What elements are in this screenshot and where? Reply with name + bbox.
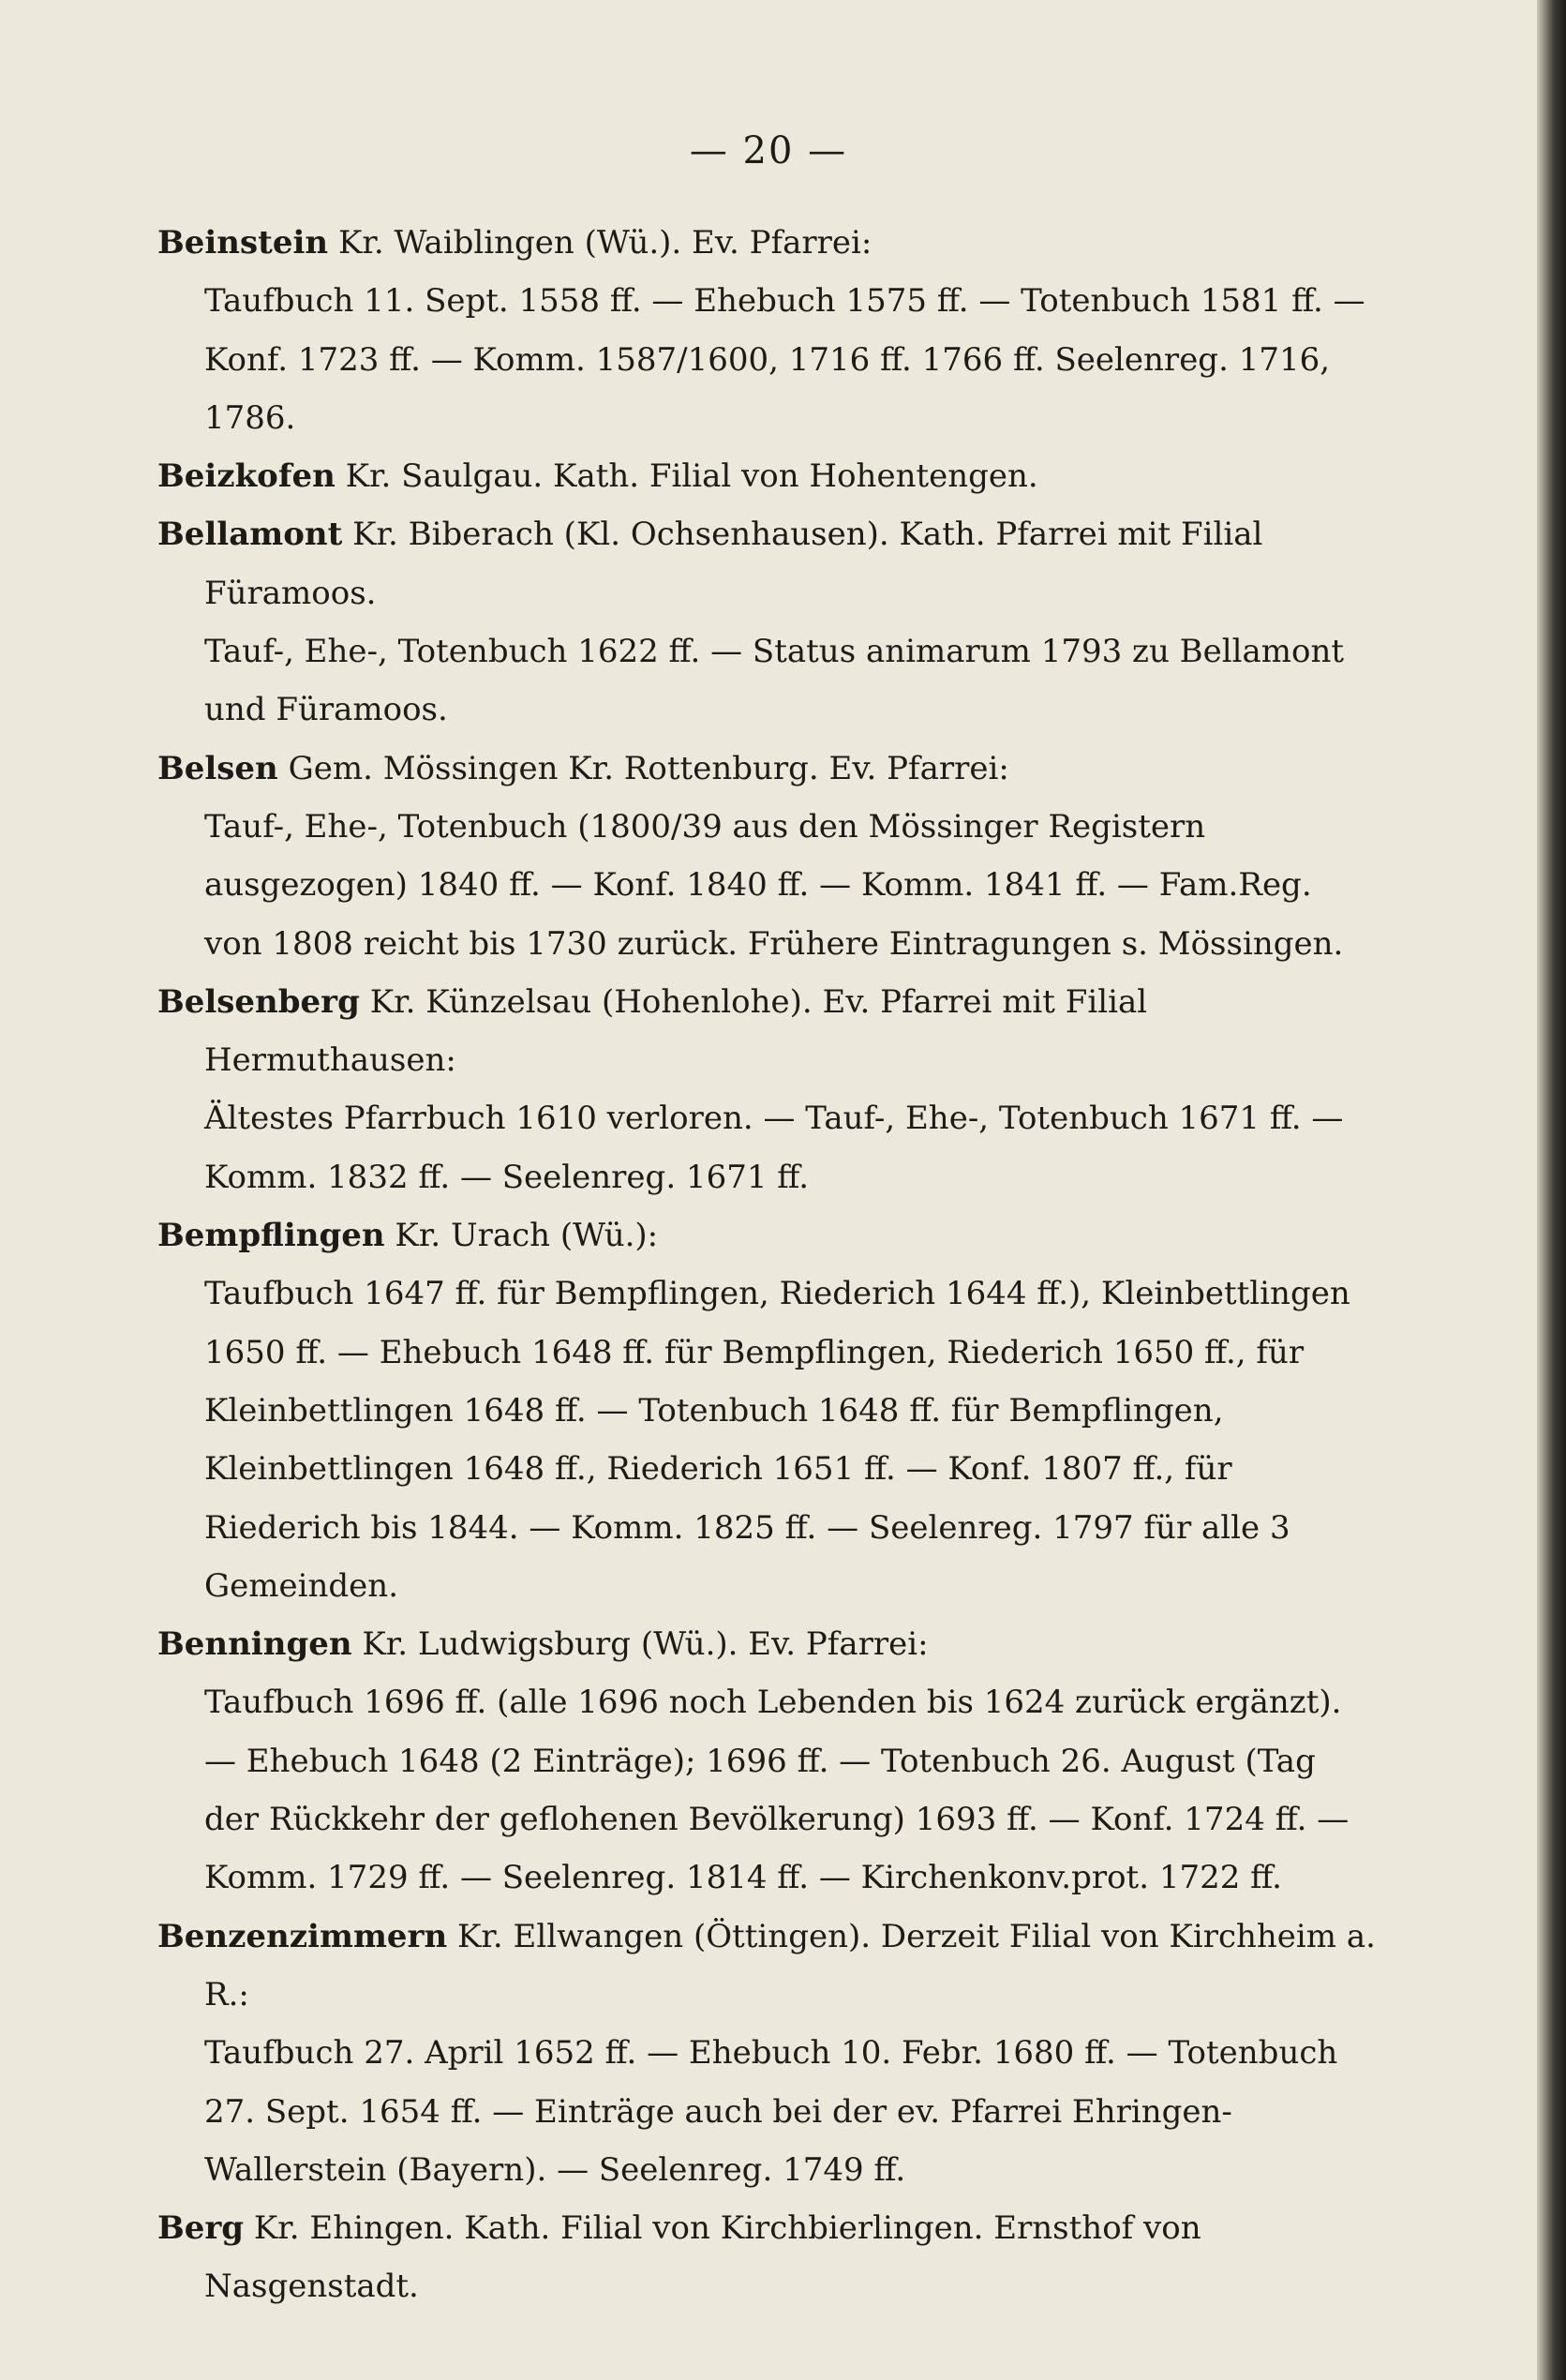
entry-headword: Beinstein [157,224,329,262]
entry-intro: Kr. Biberach (Kl. Ochsenhausen). Kath. Pfarrei mit Filial Füramoos. [204,516,1263,612]
entry-headword: Belsen [157,749,278,787]
entry-heading-line [157,2199,1376,2316]
entry-body: Taufbuch 1647 ff. für Bempflingen, Riederich 1644 ff.), Kleinbettlingen 1650 ff. — Ehebuch 1648 ff. für Bempflingen, Riederich 1650 ff., für Kleinbettlingen 1648 ff. — Totenbuch 1648 ff. für Bempflingen, Kleinbettlingen 1648 ff., Riederich 1651 ff. — Konf. 1807 ff., für Riederich bis 1844. — Komm. 1825 ff. — Seelenreg. 1797 für alle 3 Gemeinden. [204,1275,1350,1605]
entry-intro: Kr. Urach (Wü.): [395,1217,659,1255]
entry-benningen [157,1615,1376,1907]
entry-body: Taufbuch 11. Sept. 1558 ff. — Ehebuch 1575 ff. — Totenbuch 1581 ff. — Konf. 1723 ff. — Komm. 1587/1600, 1716 ff. 1766 ff. Seelenreg. 1716, 1786. [204,282,1365,437]
entry-belsen [157,740,1376,973]
entry-heading-line [157,973,1376,1090]
entry-intro: Kr. Ehingen. Kath. Filial von Kirchbierlingen. Ernsthof von Nasgenstadt. [204,2209,1201,2306]
entry-heading-line [157,447,1376,505]
entry-heading-line [157,214,1376,272]
entry-heading-line [157,740,1376,798]
entry-headword: Berg [157,2209,245,2248]
entry-headword: Benningen [157,1625,352,1664]
entry-benzenzimmern [157,1908,1376,2199]
entry-body: Tauf-, Ehe-, Totenbuch (1800/39 aus den Mössinger Registern ausgezogen) 1840 ff. — Konf. 1840 ff. — Komm. 1841 ff. — Fam.Reg. von 1808 reicht bis 1730 zurück. Frühere Eintragungen s. Mössingen. [204,807,1344,963]
entry-intro: Kr. Saulgau. Kath. Filial von Hohentengen. [345,457,1038,496]
entry-bellamont [157,505,1376,739]
page-number: — 20 — [689,129,848,172]
entry-intro: Gem. Mössingen Kr. Rottenburg. Ev. Pfarrei: [288,749,1009,787]
entry-intro: Kr. Künzelsau (Hohenlohe). Ev. Pfarrei mit Filial Hermuthausen: [204,982,1148,1080]
entry-bempflingen [157,1206,1376,1615]
entry-heading-line [157,1908,1376,2025]
entry-intro: Kr. Waiblingen (Wü.). Ev. Pfarrei: [337,224,872,262]
entry-body: Ältestes Pfarrbuch 1610 verloren. — Tauf-, Ehe-, Totenbuch 1671 ff. — Komm. 1832 ff. — Seelenreg. 1671 ff. [204,1100,1344,1196]
entry-heading-line [157,505,1376,622]
entry-berg [157,2199,1376,2316]
entry-heading-line [157,1615,1376,1673]
entry-body: Taufbuch 1696 ff. (alle 1696 noch Lebenden bis 1624 zurück ergänzt). — Ehebuch 1648 (2 Einträge); 1696 ff. — Totenbuch 26. August (Tag der Rückkehr der geflohenen Bevölkerung) 1693 ff. — Konf. 1724 ff. — Komm. 1729 ff. — Seelenreg. 1814 ff. — Kirchenkonv.prot. 1722 ff. [204,1684,1350,1897]
entry-heading-line [157,1206,1376,1265]
entry-intro: Kr. Ludwigsburg (Wü.). Ev. Pfarrei: [362,1625,929,1664]
entry-headword: Bellamont [157,516,343,554]
register-entries [157,214,1376,2316]
entry-intro: Kr. Ellwangen (Öttingen). Derzeit Filial von Kirchheim a. R.: [204,1917,1376,2013]
entry-beinstein [157,214,1376,447]
entry-headword: Benzenzimmern [157,1917,448,1955]
entry-body: Taufbuch 27. April 1652 ff. — Ehebuch 10. Febr. 1680 ff. — Totenbuch 27. Sept. 1654 ff. — Einträge auch bei der ev. Pfarrei Ehringen-Wallerstein (Bayern). — Seelenreg. 1749 ff. [204,2034,1338,2189]
page-edge-shadow [1537,0,1566,2380]
entry-headword: Bempflingen [157,1217,385,1255]
entry-headword: Beizkofen [157,457,336,496]
entry-beizkofen [157,447,1376,505]
entry-headword: Belsenberg [157,982,360,1021]
entry-body: Tauf-, Ehe-, Totenbuch 1622 ff. — Status animarum 1793 zu Bellamont und Füramoos. [204,633,1345,729]
entry-belsenberg [157,973,1376,1206]
